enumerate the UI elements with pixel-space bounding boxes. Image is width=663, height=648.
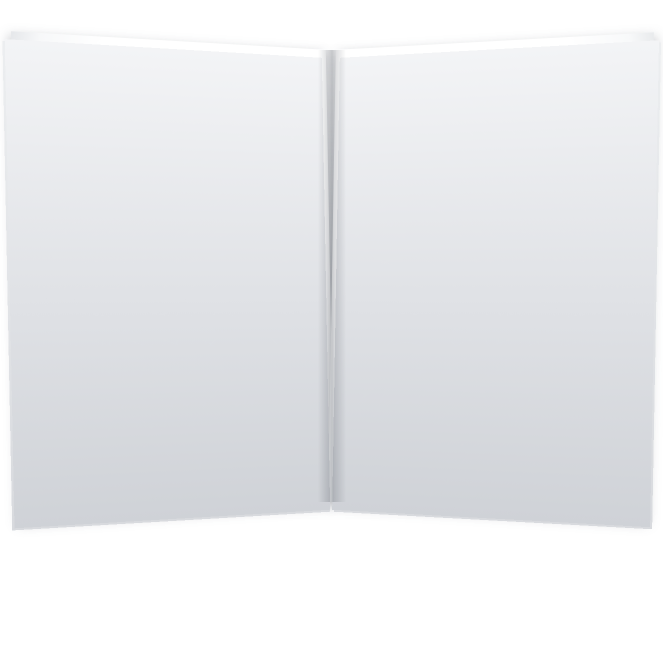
page-stack-right	[332, 40, 659, 527]
page-stack-left	[5, 39, 330, 528]
